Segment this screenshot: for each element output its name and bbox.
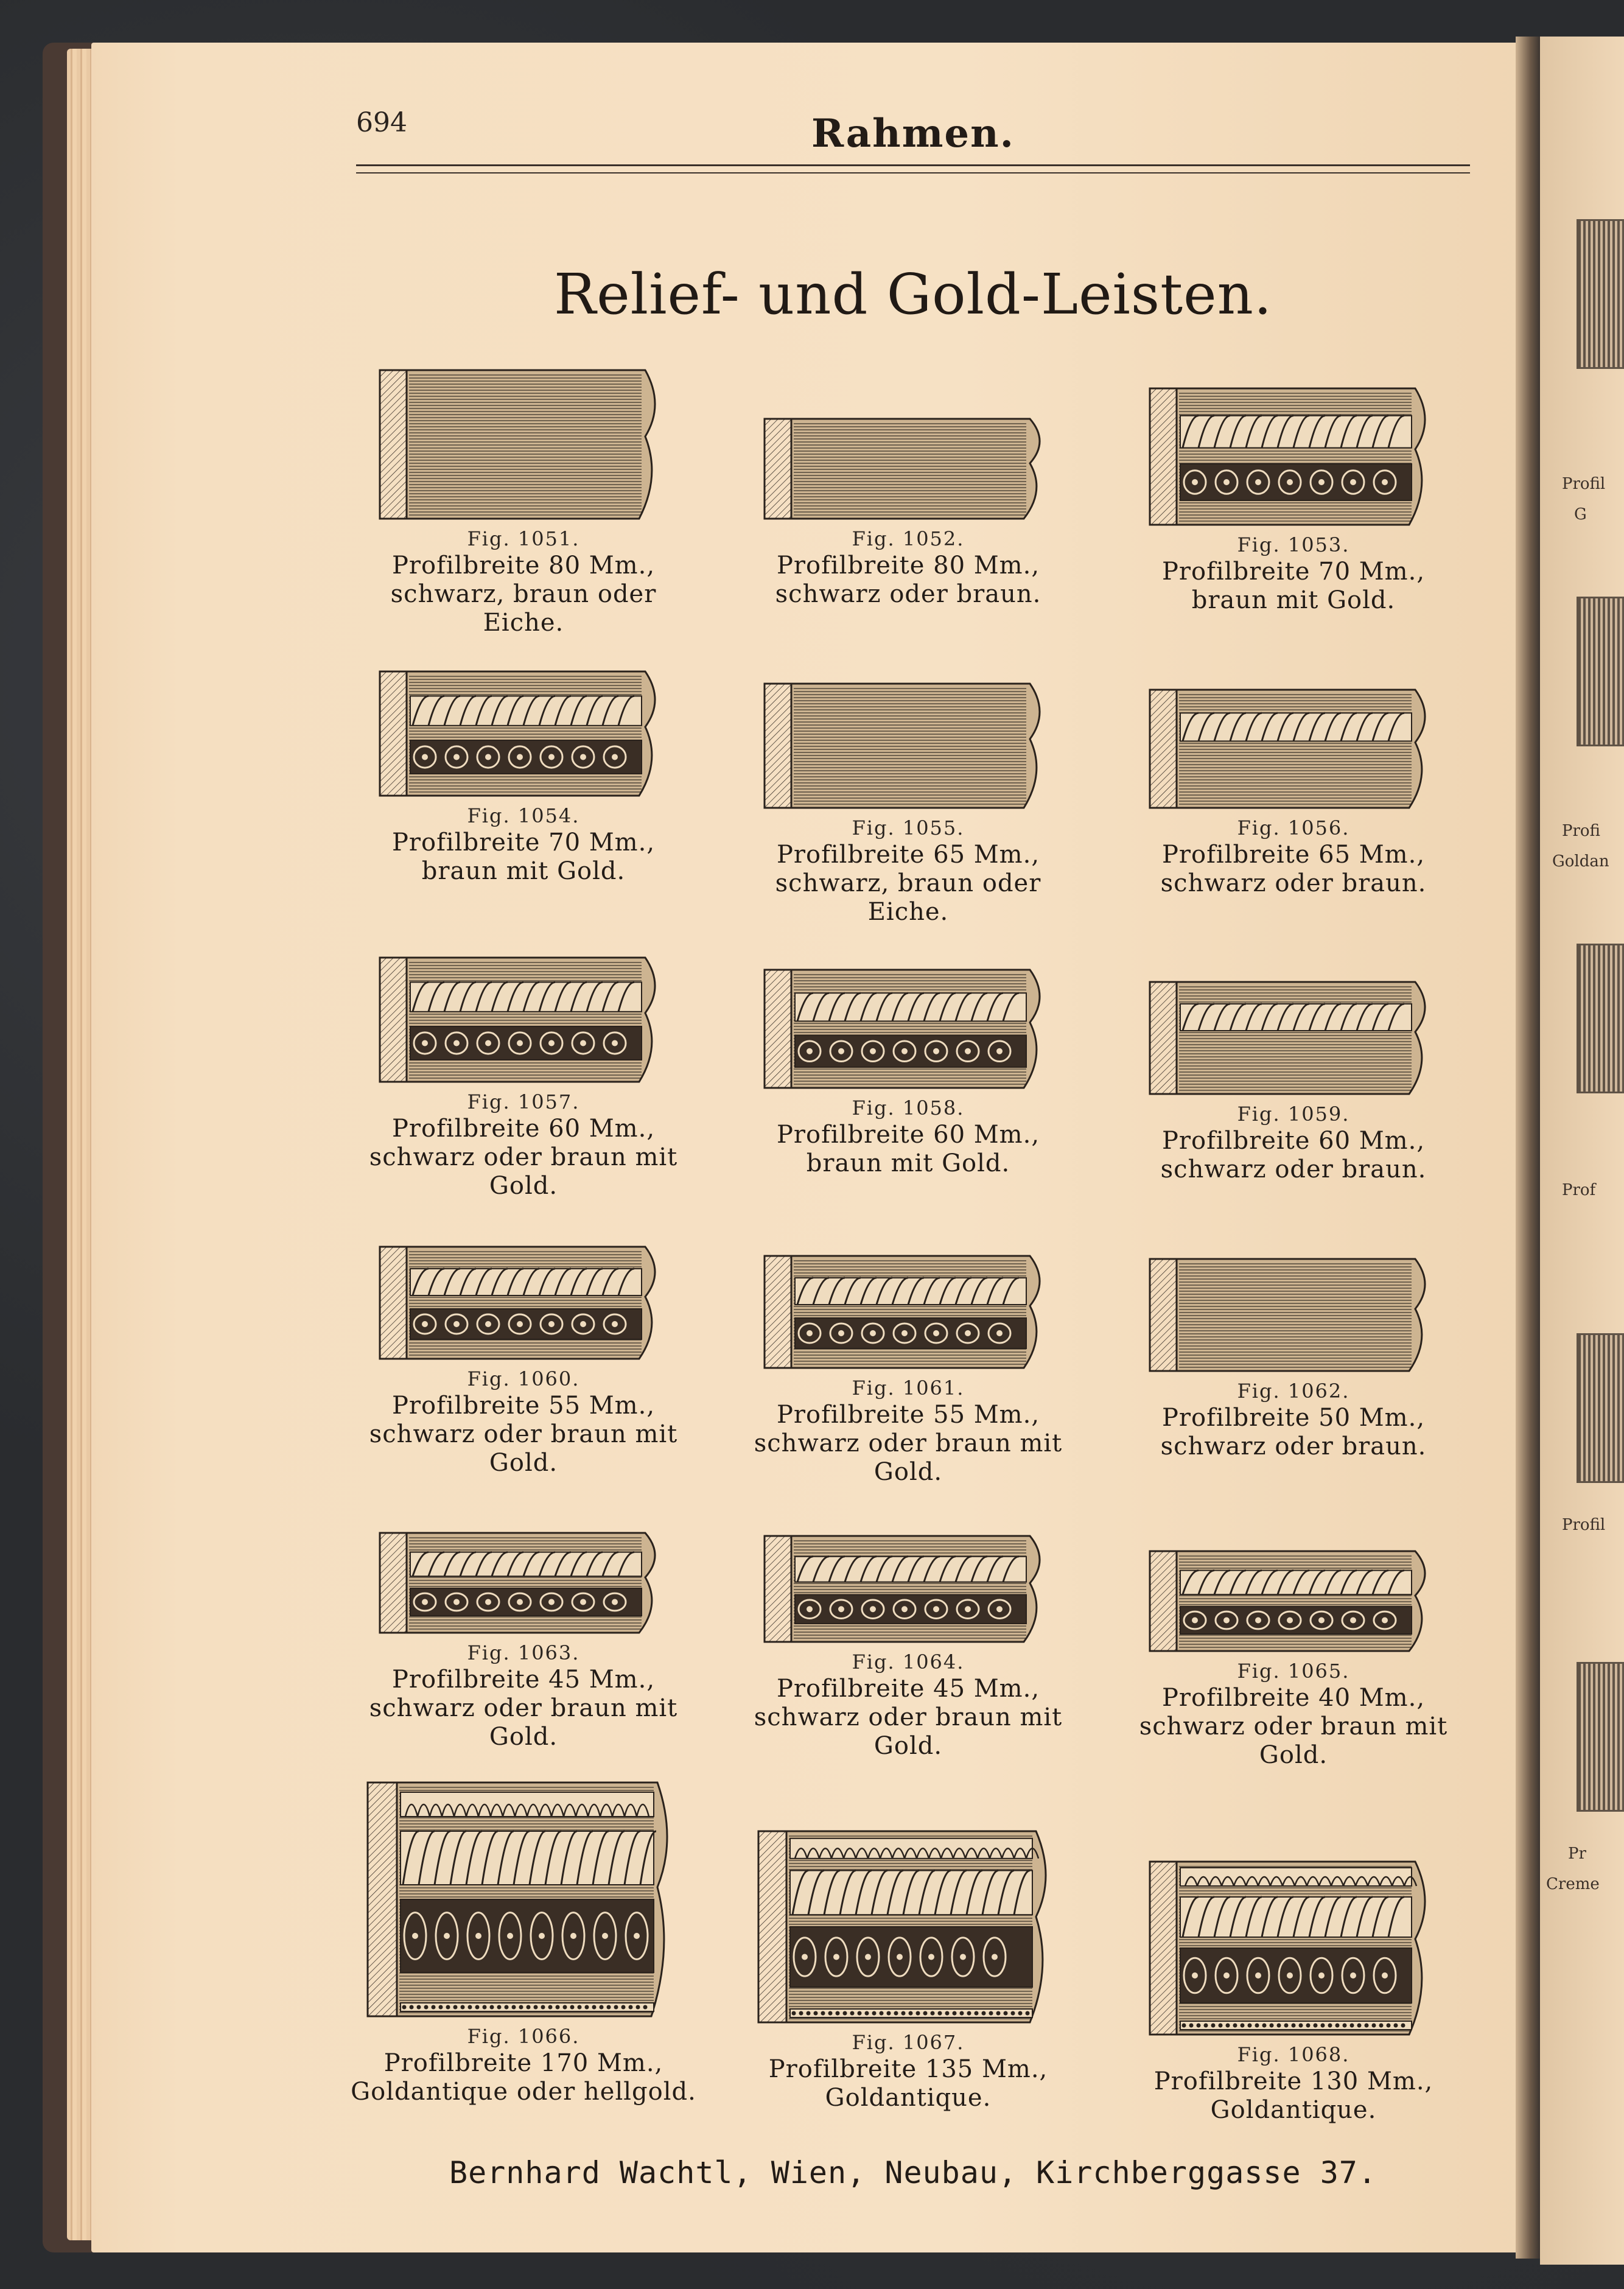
- figure-description: Profilbreite 65 Mm., schwarz oder braun.: [1160, 841, 1427, 897]
- frame-molding-illustration: [1147, 977, 1440, 1099]
- figure-label: Fig. 1061.: [852, 1376, 965, 1400]
- frame-molding-illustration: [1147, 1546, 1440, 1656]
- frame-molding-illustration: [1147, 685, 1440, 813]
- frame-molding-illustration: [762, 679, 1054, 813]
- next-page-edge: [1540, 37, 1624, 2265]
- figure-description: Profilbreite 65 Mm., schwarz, braun oder Eiche.: [775, 841, 1041, 926]
- frame-molding-illustration: [377, 953, 670, 1087]
- figure-description: Profilbreite 60 Mm., braun mit Gold.: [776, 1121, 1040, 1177]
- running-title: Rahmen.: [811, 111, 1015, 156]
- figure-1059: [1123, 977, 1464, 1184]
- figure-1066: [341, 1778, 706, 2106]
- figure-1064: [738, 1531, 1079, 1761]
- figure-1060: [353, 1242, 694, 1478]
- next-page-illustration: [1577, 944, 1624, 1093]
- next-page-illustration: [1577, 219, 1624, 369]
- next-page-text: Profil: [1562, 475, 1606, 493]
- next-page-text: Goldan: [1552, 852, 1609, 871]
- next-page-text: Prof: [1562, 1181, 1596, 1199]
- frame-molding-illustration: [1147, 1857, 1440, 2039]
- figure-label: Fig. 1060.: [467, 1367, 580, 1390]
- figure-description: Profilbreite 135 Mm., Goldantique.: [768, 2055, 1048, 2112]
- frame-molding-illustration: [1147, 1254, 1440, 1376]
- figure-label: Fig. 1053.: [1237, 533, 1350, 556]
- next-page-text: Profil: [1562, 1516, 1606, 1534]
- publisher-footer: Bernhard Wachtl, Wien, Neubau, Kirchberggasse 37.: [449, 2155, 1377, 2190]
- figure-1051: [353, 365, 694, 637]
- figure-description: Profilbreite 70 Mm., braun mit Gold.: [1161, 558, 1426, 614]
- frame-molding-illustration: [762, 1251, 1054, 1373]
- figure-1055: [738, 679, 1079, 927]
- figure-label: Fig. 1063.: [467, 1641, 580, 1664]
- figure-label: Fig. 1056.: [1237, 816, 1350, 840]
- frame-molding-illustration: [762, 1531, 1054, 1647]
- figure-description: Profilbreite 130 Mm., Goldantique.: [1153, 2067, 1433, 2124]
- figure-description: Profilbreite 170 Mm., Goldantique oder hellgold.: [351, 2049, 696, 2106]
- figure-label: Fig. 1051.: [467, 527, 580, 550]
- figure-description: Profilbreite 45 Mm., schwarz oder braun mit Gold.: [369, 1666, 678, 1751]
- figure-1067: [738, 1826, 1079, 2112]
- book-gutter: [1516, 37, 1540, 2259]
- page-header: [356, 103, 1470, 177]
- header-rule: [356, 164, 1470, 174]
- figure-description: Profilbreite 40 Mm., schwarz oder braun mit Gold.: [1139, 1684, 1448, 1769]
- figure-label: Fig. 1068.: [1237, 2043, 1350, 2066]
- next-page-text: Profi: [1562, 822, 1600, 840]
- frame-molding-illustration: [377, 365, 670, 524]
- figure-label: Fig. 1065.: [1237, 1660, 1350, 1683]
- figure-1056: [1123, 685, 1464, 898]
- figure-label: Fig. 1064.: [852, 1650, 965, 1674]
- frame-molding-illustration: [762, 414, 1054, 524]
- next-page-text: Pr: [1568, 1845, 1586, 1863]
- section-title: Relief- und Gold-Leisten.: [553, 262, 1273, 327]
- frame-molding-illustration: [377, 1528, 670, 1638]
- figure-1065: [1123, 1546, 1464, 1770]
- figure-label: Fig. 1062.: [1237, 1379, 1350, 1403]
- next-page-text: G: [1574, 505, 1587, 524]
- figure-description: Profilbreite 60 Mm., schwarz oder braun.: [1160, 1127, 1427, 1183]
- figure-description: Profilbreite 70 Mm., braun mit Gold.: [391, 829, 656, 885]
- figure-1058: [738, 965, 1079, 1178]
- figure-1063: [353, 1528, 694, 1751]
- figure-label: Fig. 1059.: [1237, 1102, 1350, 1126]
- figure-label: Fig. 1057.: [467, 1090, 580, 1113]
- figure-1062: [1123, 1254, 1464, 1461]
- figure-1068: [1123, 1857, 1464, 2125]
- frame-molding-illustration: [756, 1826, 1060, 2027]
- next-page-illustration: [1577, 1333, 1624, 1483]
- figure-description: Profilbreite 50 Mm., schwarz oder braun.: [1160, 1404, 1427, 1460]
- figure-1057: [353, 953, 694, 1201]
- figure-1053: [1123, 384, 1464, 615]
- figure-description: Profilbreite 55 Mm., schwarz oder braun mit Gold.: [369, 1392, 678, 1477]
- frame-molding-illustration: [377, 1242, 670, 1364]
- figure-description: Profilbreite 60 Mm., schwarz oder braun mit Gold.: [369, 1115, 678, 1200]
- figure-label: Fig. 1054.: [467, 804, 580, 827]
- figure-label: Fig. 1067.: [852, 2031, 965, 2054]
- next-page-illustration: [1577, 597, 1624, 746]
- frame-molding-illustration: [365, 1778, 682, 2021]
- figure-1061: [738, 1251, 1079, 1487]
- frame-molding-illustration: [377, 667, 670, 801]
- figure-label: Fig. 1052.: [852, 527, 965, 550]
- next-page-illustration: [1577, 1662, 1624, 1812]
- figure-label: Fig. 1066.: [467, 2025, 580, 2048]
- figure-description: Profilbreite 80 Mm., schwarz oder braun.: [775, 552, 1041, 608]
- next-page-text: Creme: [1546, 1875, 1600, 1893]
- figure-description: Profilbreite 55 Mm., schwarz oder braun mit Gold.: [754, 1401, 1063, 1486]
- figure-description: Profilbreite 80 Mm., schwarz, braun oder Eiche.: [390, 552, 657, 637]
- figure-1054: [353, 667, 694, 886]
- page-number: 694: [356, 107, 407, 138]
- frame-molding-illustration: [762, 965, 1054, 1093]
- figure-label: Fig. 1055.: [852, 816, 965, 840]
- frame-molding-illustration: [1147, 384, 1440, 530]
- figure-label: Fig. 1058.: [852, 1096, 965, 1120]
- figure-1052: [738, 414, 1079, 609]
- figure-description: Profilbreite 45 Mm., schwarz oder braun mit Gold.: [754, 1675, 1063, 1760]
